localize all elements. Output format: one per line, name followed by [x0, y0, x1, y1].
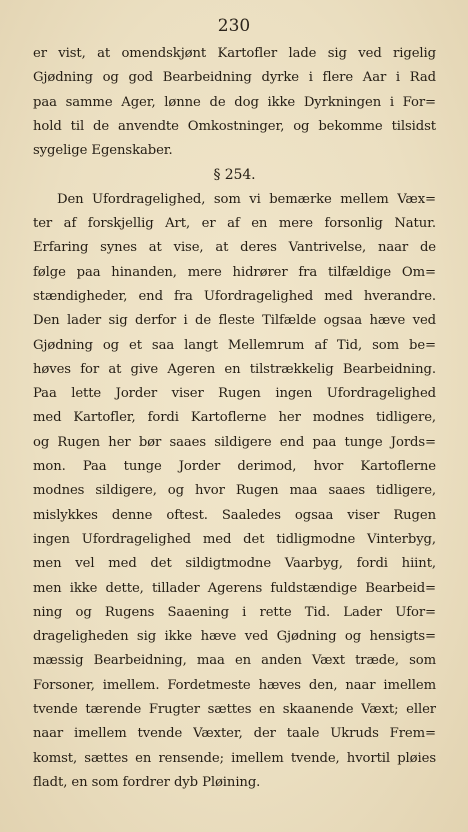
- page-number: 230: [217, 16, 251, 36]
- text-line: ingen Ufordragelighed med det tidligmodne Vinterbyg,: [33, 531, 436, 547]
- text-line: Gjødning og et saa langt Mellemrum af Tid, som be=: [33, 337, 436, 353]
- text-line: stændigheder, end fra Ufordragelighed med hverandre.: [33, 288, 436, 304]
- text-line: men ikke dette, tillader Agerens fuldstændige Bearbeid=: [33, 580, 436, 596]
- text-line: modnes sildigere, og hvor Rugen maa saaes tidligere,: [33, 483, 436, 499]
- text-line: og Rugen her bør saaes sildigere end paa tunge Jords=: [33, 434, 436, 450]
- text-line: er vist, at omendskjønt Kartofler lade sig ved rigelig: [33, 46, 436, 61]
- text-line: mislykkes denne oftest. Saaledes ogsaa viser Rugen: [33, 507, 436, 523]
- text-line: med Kartofler, fordi Kartoflerne her modnes tidligere,: [33, 410, 436, 426]
- page-text: [33, 42, 436, 795]
- text-line: følge paa hinanden, mere hidrører fra tilfældige Om=: [33, 264, 436, 280]
- text-line: fladt, en som fordrer dyb Pløining.: [33, 774, 261, 790]
- text-line: Gjødning og god Bearbeidning dyrke i flere Aar i Rad: [33, 70, 436, 86]
- text-line: hold til de anvendte Omkostninger, og bekomme tilsidst: [33, 118, 436, 134]
- text-line: komst, sættes en rensende; imellem tvende, hvortil pløies: [33, 750, 436, 766]
- text-line: Den lader sig derfor i de fleste Tilfælde ogsaa hæve ved: [33, 313, 436, 329]
- text-line: paa samme Ager, lønne de dog ikke Dyrkningen i For=: [33, 94, 436, 110]
- text-line: naar imellem tvende Væxter, der taale Ukruds Frem=: [33, 726, 436, 742]
- text-line: høves for at give Ageren en tilstrækkelig Bearbeidning.: [33, 361, 436, 377]
- text-line: Erfaring synes at vise, at deres Vantrivelse, naar de: [33, 240, 436, 256]
- text-line: ter af forskjellig Art, er af en mere forsonlig Natur.: [33, 216, 436, 232]
- text-line: Paa lette Jorder viser Rugen ingen Ufordragelighed: [33, 386, 436, 402]
- text-line: ning og Rugens Saaening i rette Tid. Lader Ufor=: [33, 604, 436, 620]
- text-line: Den Ufordragelighed, som vi bemærke mellem Væx=: [57, 191, 436, 207]
- text-line: mon. Paa tunge Jorder derimod, hvor Kartoflerne: [33, 459, 436, 475]
- text-line: men vel med det sildigtmodne Vaarbyg, fordi hiint,: [33, 556, 436, 572]
- text-line: mæssig Bearbeidning, maa en anden Væxt træde, som: [33, 653, 436, 669]
- text-line: sygelige Egenskaber.: [33, 143, 173, 159]
- text-line: tvende tærende Frugter sættes en skaanende Væxt; eller: [33, 702, 436, 718]
- section-heading: § 254.: [213, 167, 256, 184]
- text-line: Forsoner, imellem. Fordetmeste hæves den, naar imellem: [33, 677, 436, 693]
- text-line: drageligheden sig ikke hæve ved Gjødning og hensigts=: [33, 629, 436, 645]
